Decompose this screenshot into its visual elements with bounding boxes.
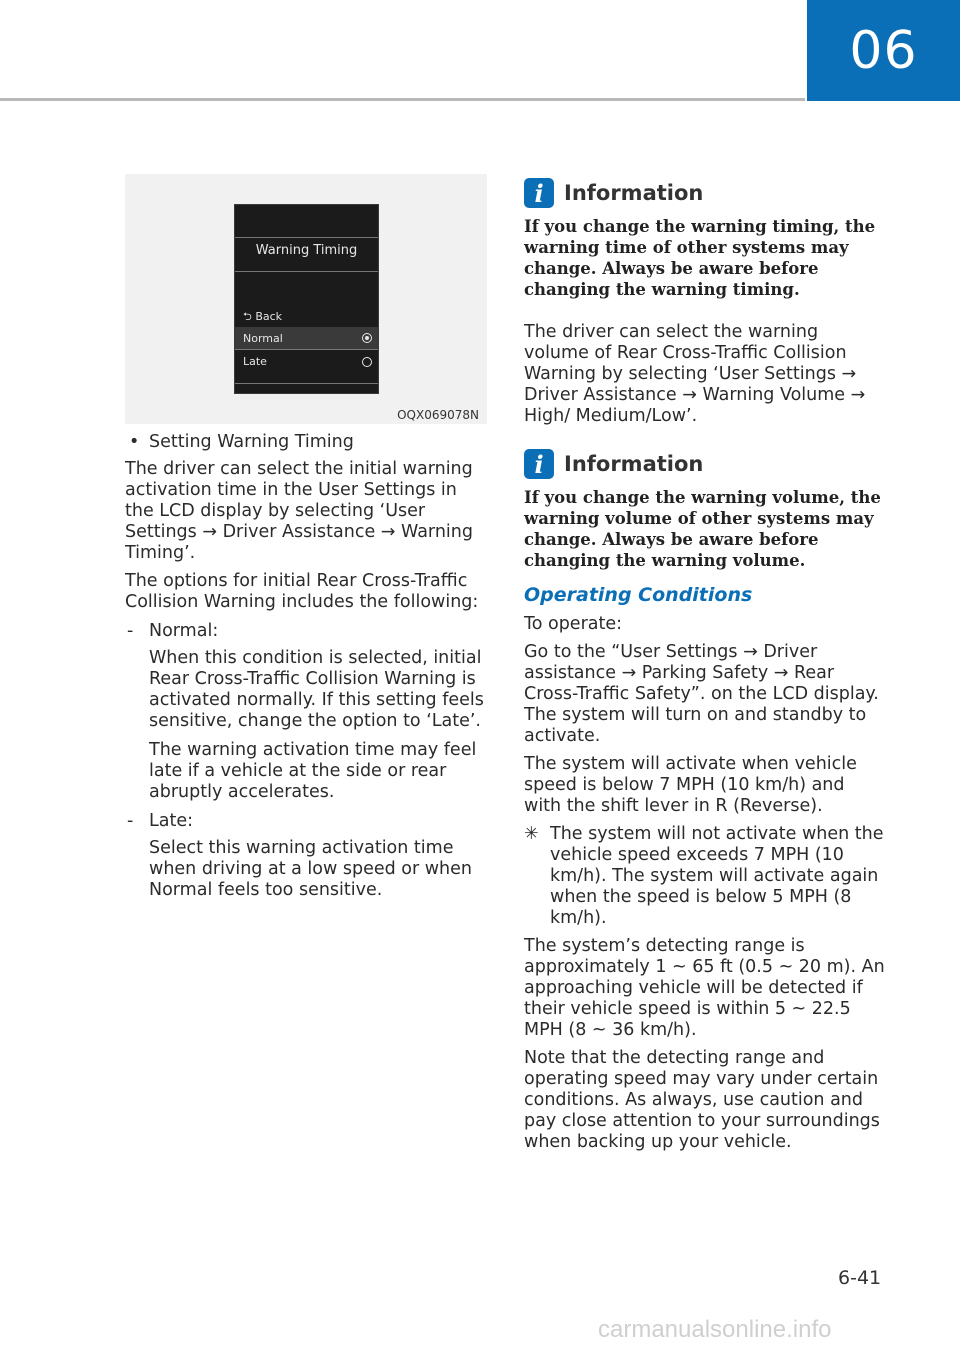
paragraph: The driver can select the initial warning activation time in the User Settings in the LCD display by selecting ‘User Settings → Driver Assistance → Warning Timing’. [125,459,473,563]
info-title: Information [564,180,704,205]
info-body: If you change the warning volume, the warning volume of other systems may change. Always be aware before changing the warning volume. [524,488,881,570]
paragraph: To operate: [524,614,623,634]
header-rule [0,98,805,101]
screen-option-normal: Normal [243,332,283,345]
paragraph: Note that the detecting range and operating speed may vary under certain conditions. As always, use caution and pay close attention to your surroundings when backing up your vehicle. [524,1048,880,1152]
back-arrow-icon: ⮌ [243,310,256,323]
paragraph: The system will activate when vehicle speed is below 7 MPH (10 km/h) and with the shift lever in R (Reverse). [524,754,857,816]
figure-code: OQX069078N [397,408,479,422]
screen-divider [235,271,378,272]
chapter-tab: 06 [807,0,960,101]
dash-icon: - [127,621,134,641]
screen-title: Warning Timing [255,243,358,258]
paragraph: The warning activation time may feel late if a vehicle at the side or rear abruptly accelerates. [149,740,477,802]
paragraph: Select this warning activation time when driving at a low speed or when Normal feels too sensitive. [149,838,473,900]
radio-unselected-icon [362,357,372,367]
section-heading: Operating Conditions [524,584,753,606]
info-icon: i [524,178,554,208]
screen-divider [235,383,378,384]
dash-icon: - [127,811,134,831]
screen-back-row: ⮌ Back [243,310,283,323]
info-heading [524,178,886,208]
screen-divider [235,349,378,350]
paragraph: When this condition is selected, initial Rear Cross-Traffic Collision Warning is activated normally. If this setting feels sensitive, change the option to ‘Late’. [149,648,484,731]
paragraph: Go to the “User Settings → Driver assistance → Parking Safety → Rear Cross-Traffic Safety”. on the LCD display. The system will turn on and standby to activate. [524,642,879,746]
screen-option-late: Late [243,355,267,368]
left-column [125,432,487,909]
bullet-item: • Setting Warning Timing [129,432,354,452]
right-column [524,178,886,1160]
paragraph: The driver can select the warning volume of Rear Cross-Traffic Collision Warning by selecting ‘User Settings → Driver Assistance → Warning Volume → High/ Medium/Low’. [524,322,866,426]
paragraph: The system’s detecting range is approximately 1 ~ 65 ft (0.5 ~ 20 m). An approaching vehicle will be detected if their vehicle speed is within 5 ~ 22.5 MPH (8 ~ 36 km/h). [524,936,885,1040]
screen-divider [235,237,378,238]
lcd-screen [234,204,379,394]
cluster-figure [125,174,487,424]
option-late-label: - Late: [127,811,193,831]
info-body: If you change the warning timing, the warning time of other systems may change. Always be aware before changing the warning timing. [524,217,876,299]
asterisk-icon: ✳ [524,824,539,844]
radio-selected-icon [362,333,372,343]
info-icon: i [524,449,554,479]
watermark: carmanualsonline.info [598,1316,832,1343]
bullet-icon: • [129,432,140,452]
info-title: Information [564,451,704,476]
info-heading [524,449,886,479]
page-number: 6-41 [838,1267,882,1289]
paragraph: The options for initial Rear Cross-Traffic Collision Warning includes the following: [125,571,479,612]
option-normal-label: - Normal: [127,621,219,641]
star-note: ✳ The system will not activate when the vehicle speed exceeds 7 MPH (10 km/h). The system will activate again when the speed is below 5 MPH (8 km/h). [524,824,884,928]
